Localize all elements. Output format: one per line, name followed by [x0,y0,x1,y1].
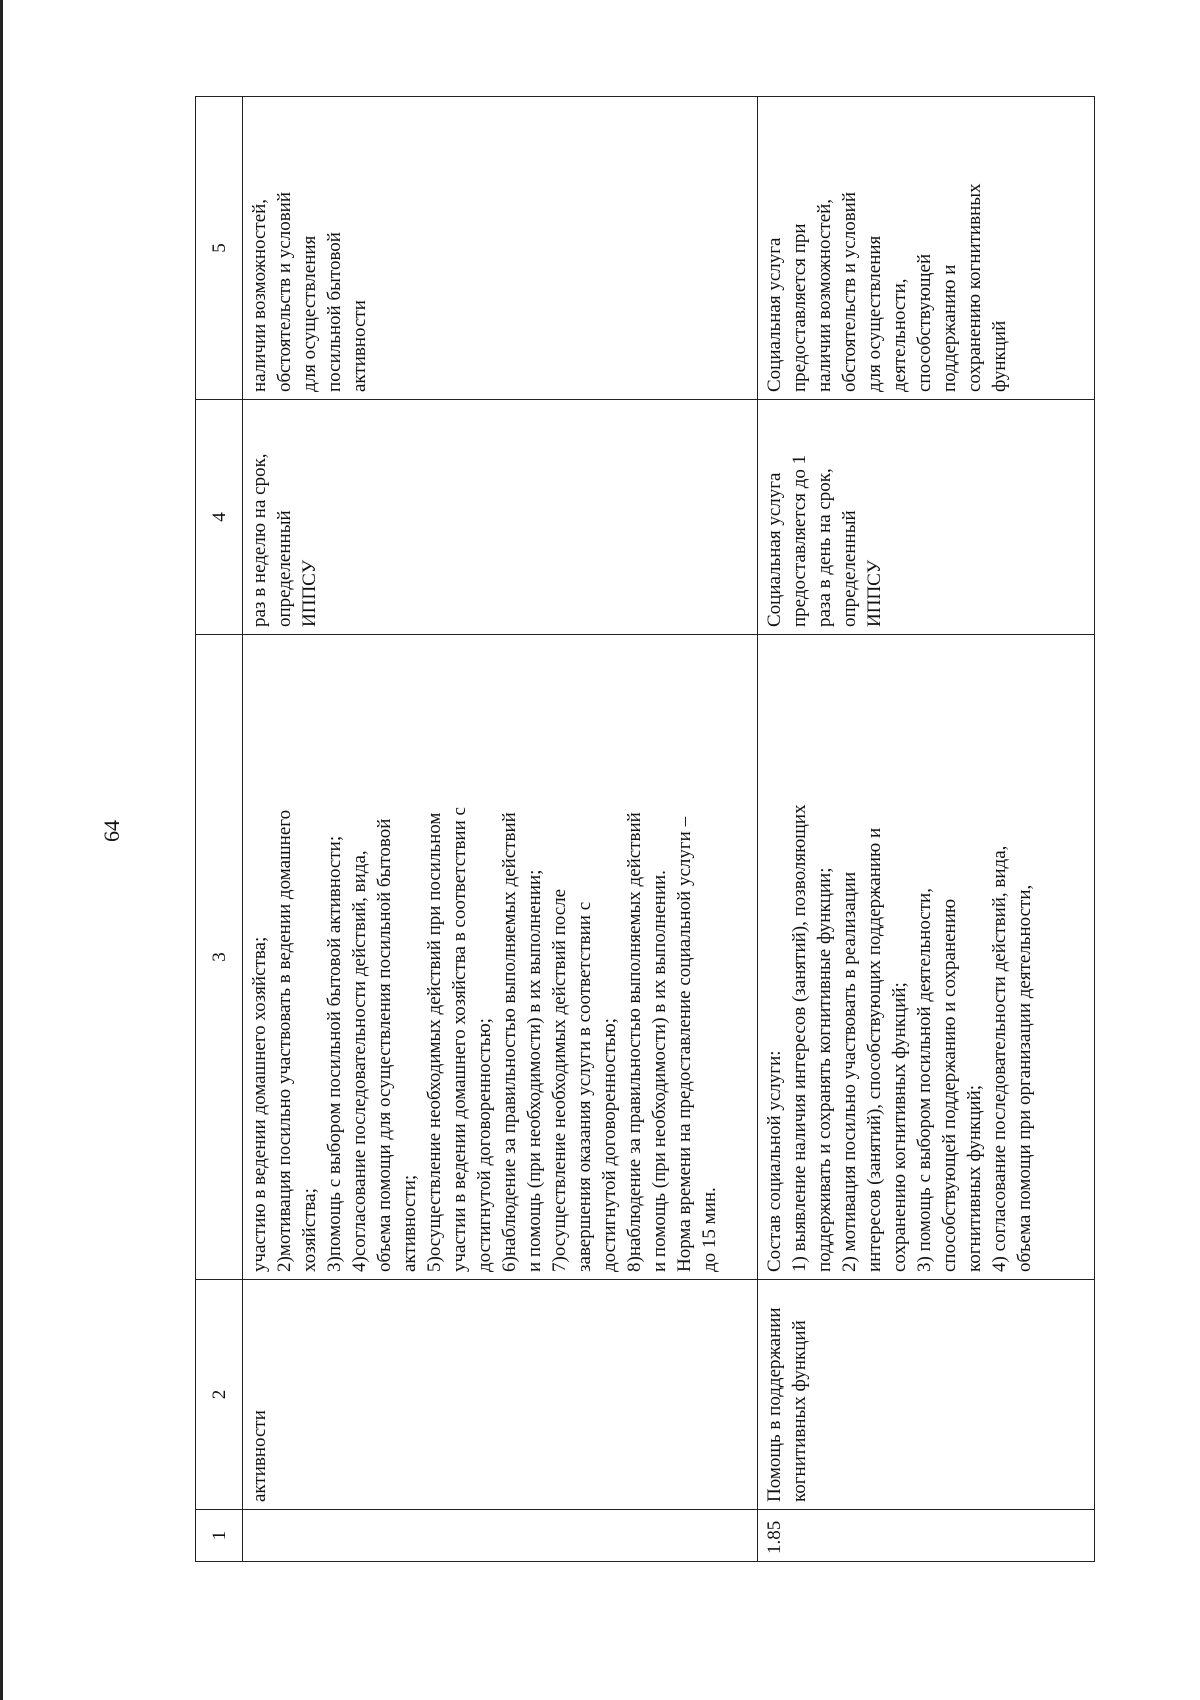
text-line: активности [349,300,370,392]
text-line: посильной бытовой [324,232,345,392]
service-frequency [243,400,758,635]
service-content [243,635,758,1280]
text-line: когнитивных функций; [964,1084,985,1272]
service-frequency [758,400,1095,635]
service-conditions [758,97,1095,400]
service-frequency-lines [762,407,887,627]
text-line: 6)наблюдение за правильностью выполняемых действий [499,812,520,1272]
text-line: для осуществления [299,235,320,392]
text-line: активности; [399,1174,420,1272]
service-conditions [243,97,758,400]
service-content [758,635,1095,1280]
column-header-2: 2 [196,1280,243,1510]
text-line: ИППСУ [864,559,885,627]
column-header-4: 4 [196,400,243,635]
table-header-row [196,97,243,1562]
text-line: 1) выявление наличия интересов (занятий), позволяющих [789,804,810,1272]
text-line: объема помощи для осуществления посильной бытовой [374,818,395,1272]
text-line: Норма времени на предоставление социальной услуги – [674,816,695,1272]
scan-edge [0,0,3,1700]
text-line: 3) помощь с выбором посильной деятельности, [914,888,935,1272]
text-line: Социальная услуга [764,237,785,392]
text-line: поддерживать и сохранять когнитивные функции; [814,867,835,1272]
text-line: 5)осуществление необходимых действий при посильном [424,812,445,1272]
service-conditions-lines [762,104,1012,392]
text-line: 7)осуществление необходимых действий после [549,888,570,1272]
text-line: участию в ведении домашнего хозяйства; [249,936,270,1272]
service-frequency-lines [247,407,322,627]
table-row [243,97,758,1562]
text-line: 8)наблюдение за правильностью выполняемых действий [624,812,645,1272]
text-line: обстоятельств и условий [274,191,295,392]
service-number: 1.85 [758,1510,1095,1562]
text-line: достигнутой договоренностью; [599,1018,620,1272]
text-line: раз в неделю на срок, [249,453,270,627]
text-line: сохранению когнитивных функций; [889,982,910,1272]
column-header-3: 3 [196,635,243,1280]
text-line: интересов (занятий), способствующих поддержанию и [864,827,885,1272]
text-line: предоставляется до 1 [789,454,810,627]
text-line: предоставляется при [789,223,810,392]
column-header-1: 1 [196,1510,243,1562]
text-line: определенный [839,510,860,627]
text-line: завершения оказания услуги в соответствии с [574,901,595,1272]
text-line: поддержанию и [939,264,960,392]
text-line: раза в день на срок, [814,468,835,627]
text-line: и помощь (при необходимости) в их выполнении. [649,870,670,1272]
service-conditions-lines [247,104,372,392]
page-number: 64 [99,820,124,842]
service-number [243,1510,758,1562]
text-line: 3)помощь с выбором посильной бытовой активности; [324,835,345,1272]
text-line: ИППСУ [299,559,320,627]
text-line: 2)мотивация посильно участвовать в ведении домашнего [274,809,295,1272]
service-content-lines [762,642,1037,1272]
text-line: до 15 мин. [699,1187,720,1272]
text-line: 4) согласование последовательности действий, вида, [989,845,1010,1272]
text-line: сохранению когнитивных [964,183,985,392]
text-line: 4)согласование последовательности действий, вида, [349,850,370,1272]
text-line: наличии возможностей, [249,198,270,392]
text-line: достигнутой договоренностью; [474,1018,495,1272]
text-line: Состав социальной услуги: [764,1050,785,1272]
service-name: Помощь в поддержании когнитивных функций [758,1280,1095,1510]
text-line: хозяйства; [299,1188,320,1272]
text-line: для осуществления [864,235,885,392]
text-line: наличии возможностей, [814,198,835,392]
text-line: объема помощи при организации деятельности, [1014,884,1035,1272]
text-line: определенный [274,510,295,627]
text-line: деятельности, [889,278,910,392]
text-line: участии в ведении домашнего хозяйства в соответствии с [449,807,470,1272]
text-line: и помощь (при необходимости) в их выполнении; [524,869,545,1272]
column-header-5: 5 [196,97,243,400]
text-line: способствующей поддержанию и сохранению [939,898,960,1272]
services-table [195,96,1095,1562]
text-line: способствующей [914,253,935,392]
service-name: активности [243,1280,758,1510]
text-line: обстоятельств и условий [839,191,860,392]
text-line: функций [989,320,1010,392]
text-line: 2) мотивация посильно участвовать в реализации [839,871,860,1272]
text-line: Социальная услуга [764,472,785,627]
service-content-lines [247,642,722,1272]
table-row [758,97,1095,1562]
rotated-table-wrapper [195,97,1084,1562]
